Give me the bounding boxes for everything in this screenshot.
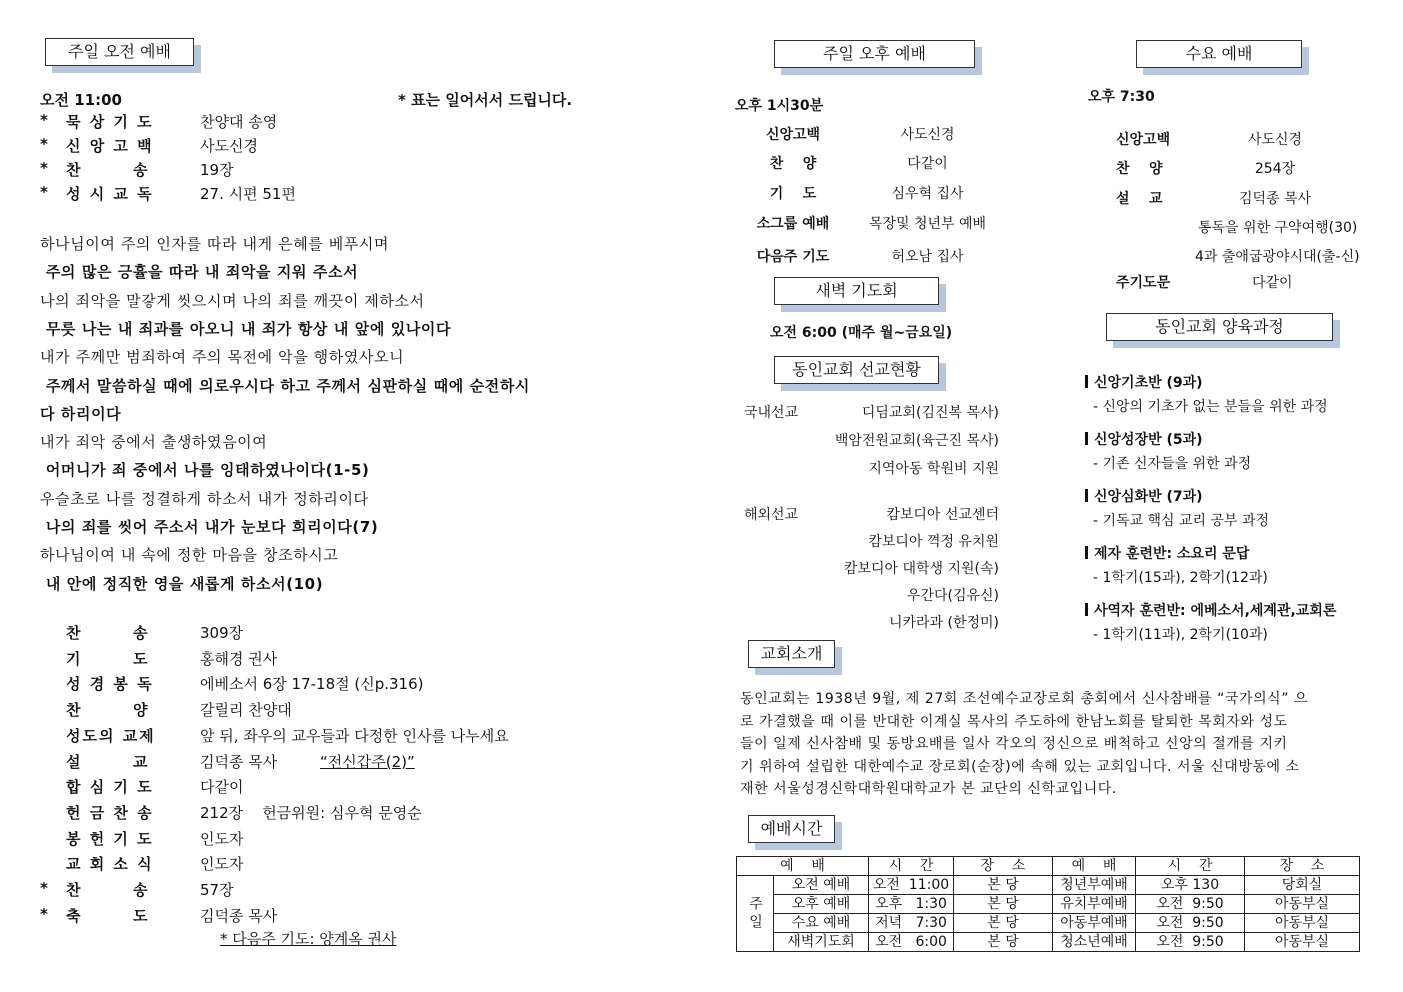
- table-cell: 오전 예배: [774, 876, 869, 895]
- side-label-cell: 주일: [737, 876, 774, 952]
- wed-label: 신앙고백: [1116, 132, 1171, 148]
- table-cell: 오후 예배: [774, 895, 869, 914]
- domestic-item: 디딤교회(김진복 목사): [861, 405, 999, 421]
- table-cell: 오전 6:00: [869, 933, 954, 952]
- reading-line: 주의 많은 긍휼을 따라 내 죄악을 지워 주소서: [40, 263, 359, 282]
- order-label: 묵 상 기 도: [66, 113, 154, 131]
- reading-line: 하나님이여 주의 인자를 따라 내게 은혜를 베푸시며: [40, 235, 390, 253]
- reading-line: 무릇 나는 내 죄과를 아오니 내 죄가 항상 내 앞에 있나이다: [40, 319, 452, 338]
- afternoon-label: 찬 양: [769, 156, 817, 172]
- dawn-time: 오전 6:00 (매주 월~금요일): [770, 325, 953, 341]
- morning-time: 오전 11:00: [40, 91, 122, 109]
- wednesday-time: 오후 7:30: [1088, 89, 1155, 105]
- wed-value: 254장: [1254, 161, 1296, 177]
- domestic-item: 백암전원교회(육근진 목사): [834, 433, 999, 449]
- header-cell: 시 간: [869, 857, 954, 876]
- order-value: 찬양대 송영: [200, 113, 278, 131]
- afternoon-value: 사도신경: [900, 127, 955, 143]
- course-name-text: 신앙기초반 (9과): [1094, 375, 1203, 391]
- course-desc: - 기독교 핵심 교리 공부 과정: [1093, 513, 1270, 529]
- table-row: [737, 933, 1360, 952]
- intro-line: 로 가결했을 때 이를 반대한 이계실 목사의 주도하에 한남노회를 탈퇴한 목회자와 성도: [740, 713, 1288, 730]
- table-cell: 아동부실: [1245, 914, 1360, 933]
- course-desc: - 1학기(11과), 2학기(10과): [1093, 627, 1268, 643]
- order-mark: *: [40, 879, 48, 897]
- table-cell: 오전 9:50: [1136, 895, 1245, 914]
- wed-closing-label: 주기도문: [1116, 275, 1171, 291]
- table-cell: 본 당: [954, 914, 1053, 933]
- bullet-bar-icon: [1085, 489, 1088, 502]
- overseas-item: 캄보디아 선교센터: [886, 507, 999, 523]
- order-label: 합 심 기 도: [66, 778, 154, 797]
- training-title: 동인교회 양육과정: [1106, 313, 1333, 341]
- overseas-item: 니카라과 (한정미): [888, 615, 999, 631]
- bullet-bar-icon: [1085, 546, 1088, 559]
- overseas-item: 캄보디아 대학생 지원(속): [843, 561, 999, 577]
- order-mark: *: [40, 135, 48, 153]
- reading-line: 나의 죄악을 말갛게 씻으시며 나의 죄를 깨끗이 제하소서: [40, 291, 425, 310]
- table-cell: 본 당: [954, 933, 1053, 952]
- wed-closing-value: 다같이: [1252, 275, 1293, 291]
- order-value: 앞 뒤, 좌우의 교우들과 다정한 인사를 나누세요: [200, 726, 509, 745]
- order-mark: *: [40, 904, 48, 923]
- domestic-item: 지역아동 학원비 지원: [868, 461, 999, 477]
- table-cell: 저녁 7:30: [869, 914, 954, 933]
- course-desc: - 기존 신자들을 위한 과정: [1093, 456, 1252, 472]
- bullet-bar-icon: [1085, 432, 1088, 445]
- order-label: 축 도: [66, 906, 150, 925]
- order-label: 봉 헌 기 도: [66, 829, 154, 848]
- reading-line: 내가 주께만 범죄하여 주의 목전에 악을 행하였사오니: [40, 348, 405, 367]
- order-label: 찬 송: [66, 624, 150, 642]
- order-label: 찬 송: [66, 161, 150, 179]
- order-value: 19장: [200, 161, 234, 179]
- table-header-row: [737, 857, 1360, 876]
- afternoon-value: 목장및 청년부 예배: [868, 216, 987, 232]
- table-cell: 당회실: [1245, 876, 1360, 895]
- order-value: 212장 헌금위원: 심우혁 문영순: [200, 803, 422, 822]
- course-name: [1085, 543, 1249, 563]
- order-label: 교 회 소 식: [66, 855, 154, 874]
- intro-line: 들이 일제 신사참배 및 동방요배를 일사 각오의 정신으로 배척하고 신앙의 절개를 지키: [740, 736, 1288, 752]
- order-value: 309장: [200, 624, 244, 642]
- wed-sermon-line-1: 통독을 위한 구약여행(30): [1198, 220, 1358, 236]
- header-cell: 예 배: [1053, 857, 1136, 876]
- order-value: 인도자: [200, 855, 244, 874]
- table-cell: 수요 예배: [774, 914, 869, 933]
- table-cell: 오후 1:30: [869, 895, 954, 914]
- course-name: [1085, 600, 1336, 620]
- table-cell: 아동부실: [1245, 895, 1360, 914]
- standing-note: * 표는 일어서서 드립니다.: [398, 91, 573, 109]
- reading-line: 하나님이여 내 속에 정한 마음을 창조하시고: [40, 546, 339, 565]
- order-mark: *: [40, 159, 48, 177]
- reading-line: 어머니가 죄 중에서 나를 잉태하였나이다(1-5): [40, 461, 370, 480]
- table-cell: 오전 11:00: [869, 876, 954, 895]
- table-cell: 오후 130: [1136, 876, 1245, 895]
- bullet-bar-icon: [1085, 375, 1088, 388]
- intro-line: 기 위하여 설립한 대한예수교 장로회(순장)에 속해 있는 교회입니다. 서울 신대방동에 소: [740, 758, 1300, 775]
- order-label: 성 경 봉 독: [66, 675, 154, 694]
- afternoon-label: 다음주 기도: [756, 249, 830, 265]
- bullet-bar-icon: [1085, 603, 1088, 616]
- reading-line: 내가 죄악 중에서 출생하였음이여: [40, 433, 268, 452]
- sermon-title: “전신갑주(2)”: [320, 753, 415, 771]
- header-cell: 시 간: [1136, 857, 1245, 876]
- order-value: 57장: [200, 881, 234, 899]
- header-cell: 예 배: [737, 857, 869, 876]
- dawn-title: 새벽 기도회: [774, 277, 939, 305]
- wednesday-title: 수요 예배: [1136, 40, 1302, 68]
- order-value: 홍해경 권사: [200, 649, 278, 668]
- afternoon-title: 주일 오후 예배: [774, 40, 975, 68]
- afternoon-value: 심우혁 집사: [891, 186, 964, 202]
- table-row: [737, 914, 1360, 933]
- overseas-item: 캄보디아 껵정 유치원: [868, 534, 999, 550]
- wed-sermon-line-2: 4과 출애굽광야시대(출-신): [1195, 249, 1360, 265]
- wed-value: 김덕종 목사: [1238, 191, 1312, 207]
- mission-title: 동인교회 선교현황: [774, 356, 939, 384]
- order-label: 성 시 교 독: [66, 185, 154, 203]
- overseas-item: 우간다(김유신): [906, 588, 999, 604]
- afternoon-time: 오후 1시30분: [735, 98, 824, 114]
- table-row: [737, 876, 1360, 895]
- course-name-text: 제자 훈련반: 소요리 문답: [1094, 546, 1250, 562]
- next-prayer: * 다음주 기도: 양계옥 권사: [220, 930, 397, 948]
- course-desc: - 신앙의 기초가 없는 분들을 위한 과정: [1093, 399, 1328, 415]
- morning-title: 주일 오전 예배: [45, 38, 194, 66]
- afternoon-label: 소그룹 예배: [756, 216, 830, 232]
- table-cell: 아동부예배: [1053, 914, 1136, 933]
- table-cell: 본 당: [954, 895, 1053, 914]
- header-cell: 장 소: [954, 857, 1053, 876]
- course-name-text: 신앙심화반 (7과): [1094, 489, 1203, 505]
- order-value: 김덕종 목사: [200, 906, 278, 925]
- order-value: 27. 시편 51편: [200, 185, 296, 203]
- order-value: 사도신경: [200, 137, 258, 155]
- intro-title: 교회소개: [748, 640, 835, 668]
- order-label: 헌 금 찬 송: [66, 803, 154, 822]
- order-mark: *: [40, 183, 48, 201]
- schedule-title: 예배시간: [748, 815, 835, 843]
- overseas-label: 해외선교: [744, 507, 799, 523]
- reading-line: 우슬초로 나를 정결하게 하소서 내가 정하리이다: [40, 489, 369, 508]
- reading-line: 나의 죄를 씻어 주소서 내가 눈보다 희리이다(7): [40, 518, 379, 536]
- table-cell: 청년부예배: [1053, 876, 1136, 895]
- afternoon-value: 다같이: [907, 156, 948, 172]
- order-label: 찬 송: [66, 881, 150, 899]
- course-name-text: 사역자 훈련반: 에베소서,세계관,교회론: [1094, 603, 1337, 619]
- order-label: 신 앙 고 백: [66, 137, 154, 155]
- order-label: 설 교: [66, 752, 150, 771]
- order-value: 다같이: [200, 778, 244, 797]
- table-cell: 아동부실: [1245, 933, 1360, 952]
- course-name: [1085, 429, 1203, 449]
- table-row: [737, 895, 1360, 914]
- course-name-text: 신앙성장반 (5과): [1094, 432, 1203, 448]
- order-value: 인도자: [200, 829, 244, 848]
- wed-label: 설 교: [1116, 191, 1163, 207]
- wed-label: 찬 양: [1116, 161, 1163, 177]
- course-desc: - 1학기(15과), 2학기(12과): [1093, 570, 1268, 586]
- table-cell: 유치부예배: [1053, 895, 1136, 914]
- course-name: [1085, 372, 1203, 392]
- table-cell: 청소년예배: [1053, 933, 1136, 952]
- reading-line: 내 안에 정직한 영을 새롭게 하소서(10): [40, 574, 324, 593]
- table-cell: 오전 9:50: [1136, 914, 1245, 933]
- afternoon-label: 신앙고백: [765, 127, 821, 143]
- wed-value: 사도신경: [1247, 132, 1303, 148]
- afternoon-label: 기 도: [769, 186, 817, 202]
- afternoon-value: 허오남 집사: [891, 249, 964, 265]
- order-label: 기 도: [66, 649, 150, 668]
- order-value: 김덕종 목사: [200, 752, 278, 771]
- intro-line: 동인교회는 1938년 9월, 제 27회 조선예수교장로회 총회에서 신사참배를 “국가의식” 으: [740, 691, 1309, 707]
- intro-line: 재한 서울성경신학대학원대학교가 본 교단의 신학교입니다.: [740, 781, 1117, 797]
- table-cell: 오전 9:50: [1136, 933, 1245, 952]
- schedule-table: [736, 856, 1360, 952]
- domestic-label: 국내선교: [744, 405, 799, 421]
- order-value: 에베소서 6장 17-18절 (신p.316): [200, 675, 424, 694]
- order-mark: *: [40, 111, 48, 129]
- course-name: [1085, 486, 1203, 506]
- order-label: 찬 양: [66, 701, 150, 720]
- order-label: 성도의 교제: [66, 726, 156, 745]
- order-value: 갈릴리 찬양대: [200, 701, 292, 720]
- table-cell: 본 당: [954, 876, 1053, 895]
- table-cell: 새벽기도회: [774, 933, 869, 952]
- reading-line: 주께서 말씀하실 때에 의로우시다 하고 주께서 심판하실 때에 순전하시: [40, 376, 531, 395]
- reading-line: 다 하리이다: [40, 404, 122, 423]
- header-cell: 장 소: [1245, 857, 1360, 876]
